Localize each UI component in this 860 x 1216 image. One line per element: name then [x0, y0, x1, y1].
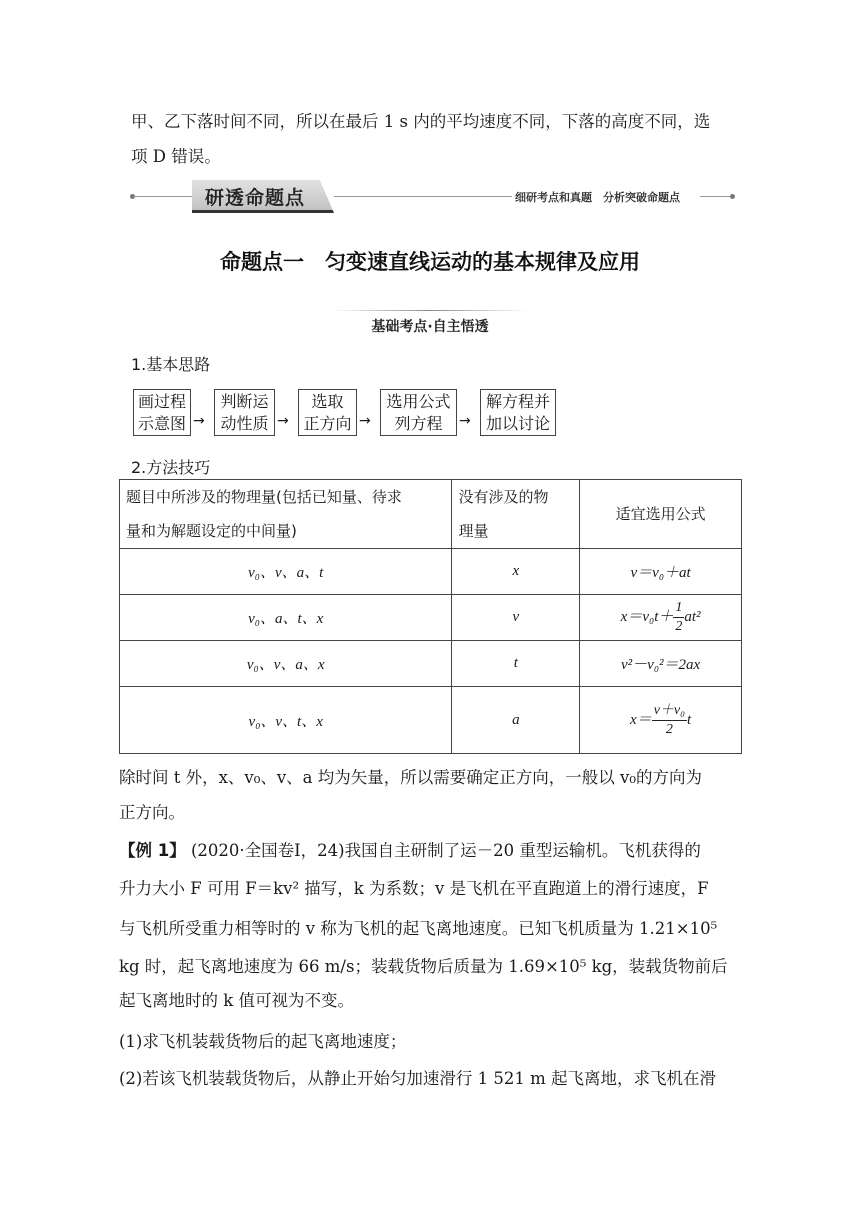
header-quantities	[120, 480, 452, 549]
flow-step-2	[214, 389, 275, 436]
example-line-3: 与飞机所受重力相等时的 v 称为飞机的起飞离地速度。已知飞机质量为 1.21×10⁵	[119, 919, 718, 938]
row1-quantities: v₀、v、a、t	[120, 549, 452, 595]
flow-step-2-l1: 判断运	[220, 392, 269, 411]
table-row	[120, 687, 742, 754]
flow-step-3-l2: 正方向	[303, 414, 352, 433]
row1-formula: v＝v₀＋at	[580, 549, 742, 595]
flow-arrow-2: →	[277, 413, 289, 429]
row2-formula-post: at²	[684, 608, 701, 625]
row2-frac-den: 2	[675, 619, 683, 634]
section2-heading: 2.方法技巧	[131, 458, 211, 477]
header-missing-l1: 没有涉及的物	[458, 488, 549, 506]
table-row	[120, 549, 742, 595]
banner-line-middle	[334, 196, 512, 197]
example-line-5: 起飞离地时的 k 值可视为不变。	[119, 991, 354, 1010]
example-question-2: (2)若该飞机装载货物后，从静止开始匀加速滑行 1 521 m 起飞离地，求飞机在滑	[119, 1069, 716, 1088]
flow-step-2-l2: 动性质	[220, 414, 269, 433]
flow-step-4	[380, 389, 457, 436]
row4-quantities: v₀、v、t、x	[120, 687, 452, 754]
row2-fraction	[673, 599, 684, 636]
row4-frac-den: 2	[665, 721, 673, 737]
banner-line-left	[134, 196, 194, 197]
row2-frac-num: 1	[673, 599, 684, 618]
note-line-1: 除时间 t 外，x、v₀、v、a 均为矢量，所以需要确定正方向，一般以 v₀的方向为	[119, 768, 702, 787]
table-row	[120, 641, 742, 687]
example-tag: 【例 1】	[119, 841, 186, 860]
row3-missing: t	[452, 641, 580, 687]
header-formula: 适宜选用公式	[580, 480, 742, 549]
intro-line-2: 项 D 错误。	[131, 147, 221, 166]
row3-quantities: v₀、v、a、x	[120, 641, 452, 687]
row3-formula: v²－v₀²＝2ax	[580, 641, 742, 687]
flow-step-5	[480, 389, 556, 436]
flow-step-5-l2: 加以讨论	[485, 414, 550, 433]
banner-tab-label: 研透命题点	[205, 187, 306, 209]
flow-arrow-3: →	[359, 413, 371, 429]
row4-formula-pre: x＝	[630, 711, 652, 728]
section1-heading: 1.基本思路	[131, 355, 211, 374]
example-line-1-text: (2020·全国卷Ⅰ，24)我国自主研制了运－20 重型运输机。飞机获得的	[190, 841, 701, 860]
example-line-4: kg 时，起飞离地速度为 66 m/s；装载货物后质量为 1.69×10⁵ kg，装载货物前后	[119, 957, 728, 976]
row4-missing: a	[452, 687, 580, 754]
page-title: 命题点一 匀变速直线运动的基本规律及应用	[220, 250, 640, 274]
banner-right-text: 细研考点和真题 分析突破命题点	[515, 191, 680, 204]
row4-formula	[580, 687, 742, 754]
example-line-1	[119, 840, 701, 862]
row2-quantities: v₀、a、t、x	[120, 595, 452, 641]
note-line-2: 正方向。	[119, 803, 185, 822]
subhead: 基础考点·自主悟透	[371, 319, 489, 335]
intro-line-1: 甲、乙下落时间不同，所以在最后 1 s 内的平均速度不同，下落的高度不同，选	[131, 112, 711, 131]
flow-step-1-l2: 示意图	[137, 414, 186, 433]
example-question-1: (1)求飞机装载货物后的起飞离地速度；	[119, 1032, 407, 1051]
table-header-row	[120, 480, 742, 549]
row2-missing: v	[452, 595, 580, 641]
header-missing	[452, 480, 580, 549]
flow-step-1-l1: 画过程	[137, 392, 186, 411]
flow-step-4-l1: 选用公式	[386, 392, 451, 411]
flow-arrow-4: →	[459, 413, 471, 429]
flow-step-1	[133, 389, 191, 436]
method-table	[119, 479, 742, 754]
example-line-2: 升力大小 F 可用 F＝kv² 描写，k 为系数；v 是飞机在平直跑道上的滑行速度，F	[119, 879, 709, 898]
header-quantities-l2: 量和为解题设定的中间量)	[126, 522, 297, 540]
row4-frac-num: v＋v₀	[652, 702, 687, 721]
subhead-rule	[332, 310, 528, 311]
flow-step-3	[298, 389, 357, 436]
header-quantities-l1: 题目中所涉及的物理量(包括已知量、待求	[126, 488, 402, 506]
flow-step-4-l2: 列方程	[394, 414, 443, 433]
flow-step-3-l1: 选取	[311, 392, 344, 411]
flow-arrow-1: →	[193, 413, 205, 429]
flow-step-5-l1: 解方程并	[485, 392, 550, 411]
row4-formula-post: t	[687, 711, 692, 728]
banner-line-right	[700, 196, 730, 197]
header-missing-l2: 理量	[458, 522, 489, 540]
row2-formula-pre: x＝v₀t＋	[620, 608, 674, 625]
row1-missing: x	[452, 549, 580, 595]
table-row	[120, 595, 742, 641]
banner-dot-right	[730, 194, 735, 199]
row2-formula	[580, 595, 742, 641]
row4-fraction	[652, 702, 687, 739]
